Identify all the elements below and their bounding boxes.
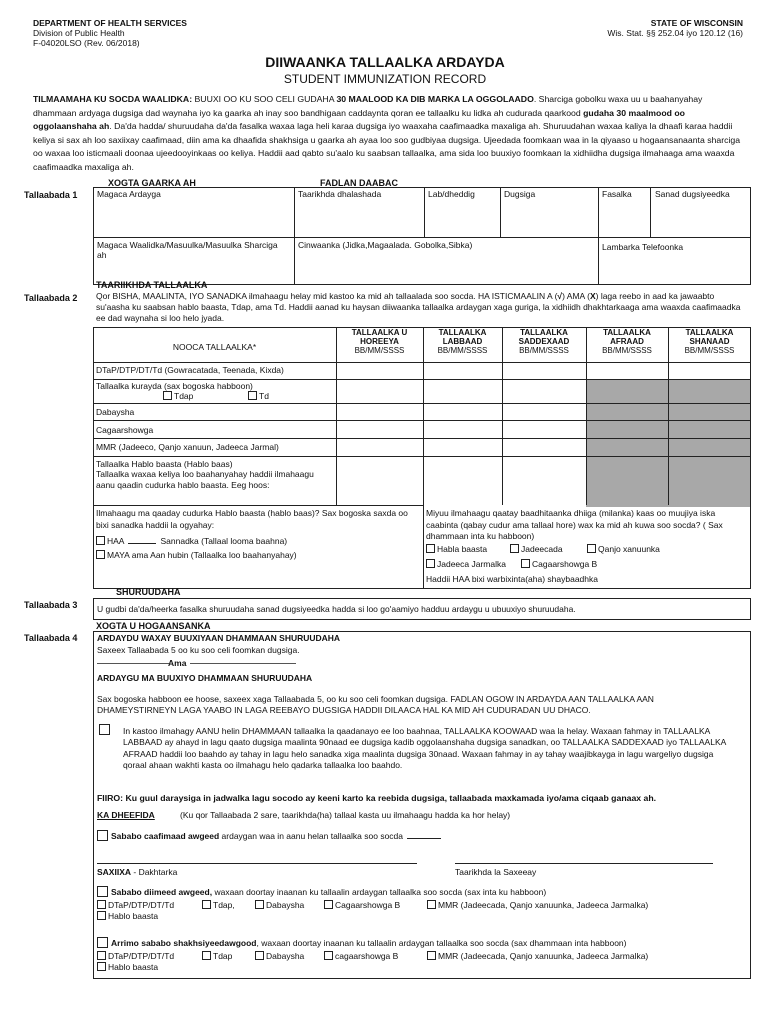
row-polio: Cagaarshowga: [96, 425, 154, 435]
requirements-text: U gudbi da'da/heerka fasalka shuruudaha sanad dugsiyeedka hadda si loo go'aamiyo hadduu ardaygu u ubuuxiyo shuruudaha.: [97, 604, 576, 614]
column-dose-4: [586, 329, 668, 355]
instr-part-a: Qor BISHA, MAALINTA, IYO SANADKA ilmahaagu helay mid kastoo ka mid ah tallaalada soo socda. HA ISTICMAALIN A (: [96, 291, 558, 301]
td-label: Td: [259, 391, 269, 401]
lab-question: Miyuu ilmahaagu qaatay baadhitaanka dhiiga (milanka) kaas oo muujiya iska caabinta (qabay cudur ama tallaal hore) wax ka mid ah kuwa soo socda? ( Sax dhammaan inta ku habboon): [426, 508, 723, 541]
varicella-no-box[interactable]: [96, 550, 105, 559]
statute: Wis. Stat. §§ 252.04 iyo 120.12 (16): [607, 28, 743, 38]
column-vaccine-type: NOOCA TALLAALKA*: [172, 342, 257, 352]
religious-opt-tdap[interactable]: Tdap,: [202, 900, 235, 910]
tdap-box[interactable]: [163, 391, 172, 400]
exemption-note: (Ku qor Tallaabada 2 sare, taarikhda(ha) tallaal kasta uu ilmahaagu hadda ka hor helay): [180, 810, 511, 820]
lab-opt-label: Habla baasta: [437, 544, 488, 554]
lab-opt-label: Cagaarshowga B: [532, 559, 598, 569]
compliance-box: [93, 631, 751, 979]
in-process-text: In kastoo ilmahagy AANU helin DHAMMAAN tallaalka la qaadanayo ee loo baahnaa, TALLAALKA KOOWAAD waa la helay. Waxaan fahmay in TALLAALKA LABBAAD ay ahayd in lagu qaato dugsiga maalinta 90naad ee dugsiga kadib oggolaanshaha dugsiga sanadkan, oo TALLAALKA SADDEXAAD iyo TALLAALKA AFRAAD haddii loo baahdo ay tahay in lagu helo sanadka xiga maalinta dugsiga 30naad. Waxaan fahmay in ay tahay waajibkayga in lagu wargeliyo dugsiga qoraal ahaan wakhti kasta oo ilmahagu helo qadarka tallaalka loo baahdo.: [123, 726, 726, 770]
dob-field[interactable]: Taarikhda dhalashada: [298, 189, 382, 199]
warning-note: FIIRO: Ku guul daraysiga in jadwalka lagu socodo ay keeni karto ka reebida dugsiga, tallaabada maxkamada iyo/ama ciqaab ganaax ah.: [97, 793, 657, 803]
check-symbol: √: [557, 291, 563, 301]
religious-checkbox[interactable]: [97, 886, 108, 897]
signature-label: [97, 867, 177, 877]
student-name-field[interactable]: Magaca Ardayga: [97, 189, 161, 199]
personal-opt-mmr[interactable]: MMR (Jadeecada, Qanjo xanuunka, Jadeeca Jarmalka): [427, 951, 648, 961]
instr-part-b: ) AMA (: [562, 291, 590, 301]
section3-heading: SHURUUDAHA: [116, 587, 181, 597]
religious-label: Sababo diimeed awgeed,: [111, 887, 213, 897]
column-dose-3: [502, 329, 586, 355]
instructions-days: gudaha 30 maalmood oo oggolaanshaha ah: [33, 107, 685, 131]
sig-sub: - Dakhtarka: [131, 867, 178, 877]
tdap-label: Tdap: [174, 391, 194, 401]
personal-label: Arrimo sababo shakhsiyeedawgood: [111, 938, 257, 948]
phone-field[interactable]: Lambarka Telefoonka: [602, 242, 684, 252]
column-dose-5: [668, 329, 751, 355]
not-met-text: Sax bogoska habboon ee hoose, saxeex xaga Tallaabada 5, oo ku soo celi foomkan dugsiga. FADLAN OGOW IN ARDAYDA AAN TALLAALKA AAN DHAMEYSTIRNEYN LAGA YAABO IN LAGA REEBAYO DUGSIGA HADDII DILAACA HAL KA MID AH CUDURADAN UU DHACO.: [97, 694, 654, 715]
state-name: STATE OF WISCONSIN: [650, 18, 743, 28]
maya-label: MAYA ama Aan hubin (Tallaalka loo baahanyahay): [107, 550, 297, 560]
dose-header-line: BB/MM/SSSS: [437, 345, 488, 355]
address-field[interactable]: Cinwaanka (Jidka,Magaalada. Gobolka,Sibka): [298, 240, 473, 250]
or-label: Ama: [168, 658, 187, 668]
lab-option-varicella[interactable]: [426, 544, 487, 554]
section1-print-note: FADLAN DAABAC: [320, 178, 398, 188]
personal-opt-polio[interactable]: cagaarshowga B: [324, 951, 398, 961]
page-subtitle: STUDENT IMMUNIZATION RECORD: [283, 72, 487, 86]
varicella-yes[interactable]: [96, 536, 287, 546]
x-symbol: X: [589, 291, 596, 301]
dose-header-line: BB/MM/SSSS: [519, 345, 569, 355]
division-name: Division of Public Health: [33, 28, 125, 38]
department-name: DEPARTMENT OF HEALTH SERVICES: [33, 18, 187, 28]
medical-exemption[interactable]: [97, 830, 441, 841]
in-process-checkbox[interactable]: [99, 724, 113, 736]
dose-header-line: SADDEXAAD: [518, 336, 570, 346]
immunization-instructions: [96, 291, 748, 324]
dose-header-line: TALLAALKA U: [351, 328, 408, 337]
dose-header-line: SHANAAD: [689, 336, 730, 346]
parent-name-field[interactable]: Magaca Waalidka/Masuulka/Masuulka Sharciga ah: [97, 240, 278, 261]
medical-checkbox[interactable]: [97, 830, 108, 841]
dose-header-line: LABBAAD: [442, 336, 483, 346]
religious-exemption[interactable]: [97, 886, 546, 897]
varicella-no[interactable]: [96, 550, 297, 560]
tdap-checkbox[interactable]: [163, 391, 193, 401]
lab-opt-label: Jadeecada: [521, 544, 563, 554]
row-mmr: MMR (Jadeeco, Qanjo xanuun, Jadeeca Jarmal): [96, 442, 279, 452]
religious-opt-dtap[interactable]: DTaP/DTP/DT/Td: [97, 900, 174, 910]
form-id: F-04020LSO (Rev. 06/2018): [33, 38, 140, 48]
td-checkbox[interactable]: [248, 391, 269, 401]
dose-header-line: TALLAALKA: [438, 328, 487, 337]
dose-header-line: TALLAALKA: [685, 328, 734, 337]
personal-checkbox[interactable]: [97, 937, 108, 948]
religious-opt-varicella[interactable]: Hablo baasta: [97, 911, 158, 921]
step-3-label: Tallaabada 3: [24, 600, 78, 610]
haa-label: HAA: [107, 536, 125, 546]
column-dose-1: [336, 329, 423, 355]
personal-opt-tdap[interactable]: Tdap: [202, 951, 232, 961]
religious-opt-mmr[interactable]: MMR (Jadeecada, Qanjo xanuunka, Jadeeca Jarmalka): [427, 900, 648, 910]
dose-header-line: BB/MM/SSSS: [354, 345, 405, 355]
school-field[interactable]: Dugsiga: [504, 189, 536, 199]
dose-header-line: TALLAALKA: [603, 328, 651, 337]
row-hepb: Dabaysha: [96, 407, 135, 417]
exemption-heading: KA DHEEFIDA: [97, 810, 155, 820]
sig-label: SAXIIXA: [97, 867, 132, 877]
religious-opt-hepb[interactable]: Dabaysha: [255, 900, 304, 910]
varicella-question: Ilmahaagu ma qaaday cudurka Hablo baasta (hablo baas)? Sax bogoska saxda oo bixi sanadka haddii la ogyahay:: [96, 508, 408, 530]
dose-header-line: AFRAAD: [610, 336, 644, 346]
lab-option-measles[interactable]: [510, 544, 563, 554]
instructions-part3: . Da'da hadda/ shuruudaha da'da fasalka waxaa laga heli karaa dugsiga iyo waaxaha caafimaadka maxaliga ah. Shuruudahan waxaa kaliya la dhaafi karaa haddii keliya si sax ah loo saxiixay caafimaad, diin ama ka dhaafida shakhsiga u gaarka ah ayaa loo soo gudbiyaa dugsiga. Ujeedada foomkaan waa in la qiyaaso u hogaansanaanta sharciga oo waxaa loo isticmaali doonaa ujeedooyinkaas oo keliya. Haddii aad qabto su'aalo ku saabsan tallaalka, ama sida loo buuxiyo foomkaan la xidhiidha dugsiga ilmahaaga ama waaxda caafimaadka maxaliga ah.: [33, 121, 741, 172]
personal-info-table: [93, 187, 751, 285]
section2-heading: TAARIIKHDA TALLAALKA: [96, 280, 208, 290]
school-year-field[interactable]: Sanad dugsiyeedka: [655, 189, 730, 199]
instructions-deadline: 30 MAALOOD KA DIB MARKA LA OGGOLAADO: [336, 94, 534, 104]
section4-heading: XOGTA U HOGAANSANKA: [96, 621, 211, 631]
all-requirements-heading: ARDAYDU WAXAY BUUXIYAAN DHAMMAAN SHURUUDAHA: [97, 633, 341, 643]
lab-attach-note: Haddii HAA bixi warbixinta(aha) shaybaadhka: [426, 574, 598, 584]
sex-field[interactable]: Lab/dheddig: [428, 189, 475, 199]
all-requirements-text: Saxeex Tallaabada 5 oo ku soo celi foomkan dugsiga.: [97, 645, 300, 655]
page-title: DIIWAANKA TALLAALKA ARDAYDA: [265, 54, 505, 70]
lab-option-hepb[interactable]: [521, 559, 597, 569]
not-met-heading: ARDAYGU MA BUUXIYO DHAMMAAN SHURUUDAHA: [97, 673, 313, 683]
varicella-yes-box[interactable]: [96, 536, 105, 545]
lab-opt-label: Jadeeca Jarmalka: [437, 559, 506, 569]
dose-header-line: HOREEYA: [360, 336, 399, 346]
instr-part-c: ) laga reebo in aad ka jawaabto su'aasha ku saabsan hablo baasta, Tdap, ama Td. Haddii aanad ku haysan diiwaanka tallaalka ardaygan xaga guriga, la xidhiidh dhakhtarkaaga ama waaxda caafimaadka ee dad waynaha si loo helo jyada.: [96, 291, 741, 323]
dose-header-line: BB/MM/SSSS: [602, 345, 652, 355]
dose-header-line: BB/MM/SSSS: [684, 345, 735, 355]
religious-opt-polio[interactable]: Cagaarshowga B: [324, 900, 400, 910]
lab-opt-label: Qanjo xanuunka: [598, 544, 660, 554]
section1-heading: XOGTA GAARKA AH: [108, 178, 196, 188]
grade-field[interactable]: Fasalka: [602, 189, 632, 199]
sign-date-label: Taarikhda la Saxeeay: [455, 867, 537, 877]
medical-label: Sababo caafimaad awgeed: [111, 831, 220, 841]
instructions-part1: BUUXI OO KU SOO CELI GUDAHA: [192, 94, 337, 104]
personal-opt-hepb[interactable]: Dabaysha: [255, 951, 304, 961]
step-2-label: Tallaabada 2: [24, 293, 78, 303]
haa-year-label: Sannadka (Tallaal looma baahna): [160, 536, 288, 546]
column-dose-2: [423, 329, 502, 355]
instructions-lead: TILMAAMAHA KU SOCDA WAALIDKA:: [33, 94, 193, 104]
step-1-label: Tallaabada 1: [24, 190, 78, 200]
lab-option-rubella[interactable]: [426, 559, 506, 569]
personal-exemption[interactable]: [97, 937, 626, 948]
instructions-part2: . Sharciga gobolku waxa uu u baahanyahay dhammaan ardyaga dugsiga dad waynaha iyo ka gaarka ah inay soo bandhigaan caddaynta qoran ee tallaalku ku lidka ah cudurada qaarkood: [33, 94, 703, 118]
religious-text: waxaan doortay inaanan ku tallaalin ardaygan tallaalka soo socda (sax inta ku habboon): [212, 887, 547, 897]
dose-header-line: TALLAALKA: [520, 328, 568, 337]
row-varicella-note: Tallaalka waxaa keliya loo baahanyahay haddii ilmahaagu aanu qaadin cudurka hablo baasta. Eeg hoos:: [96, 469, 314, 490]
row-varicella-title: Tallaalka Hablo baasta (Hablo baas): [96, 459, 233, 469]
medical-text: ardaygan waa in aanu helan tallaalka soo socda: [219, 831, 404, 841]
td-box[interactable]: [248, 391, 257, 400]
row-dtap: DTaP/DTP/DT/Td (Gowracatada, Teenada, Kixda): [96, 365, 284, 375]
step-4-label: Tallaabada 4: [24, 633, 78, 643]
row-booster: Tallaalka kurayda (sax bogoska habboon): [96, 381, 253, 391]
personal-text: , waxaan doortay inaanan ku tallaalin ardaygan tallaalka soo socda (sax dhammaan inta habboon): [256, 938, 627, 948]
parent-instructions: [33, 93, 745, 174]
personal-opt-varicella[interactable]: Hablo baasta: [97, 962, 158, 972]
personal-opt-dtap[interactable]: DTaP/DTP/DT/Td: [97, 951, 174, 961]
lab-option-mumps[interactable]: [587, 544, 660, 554]
